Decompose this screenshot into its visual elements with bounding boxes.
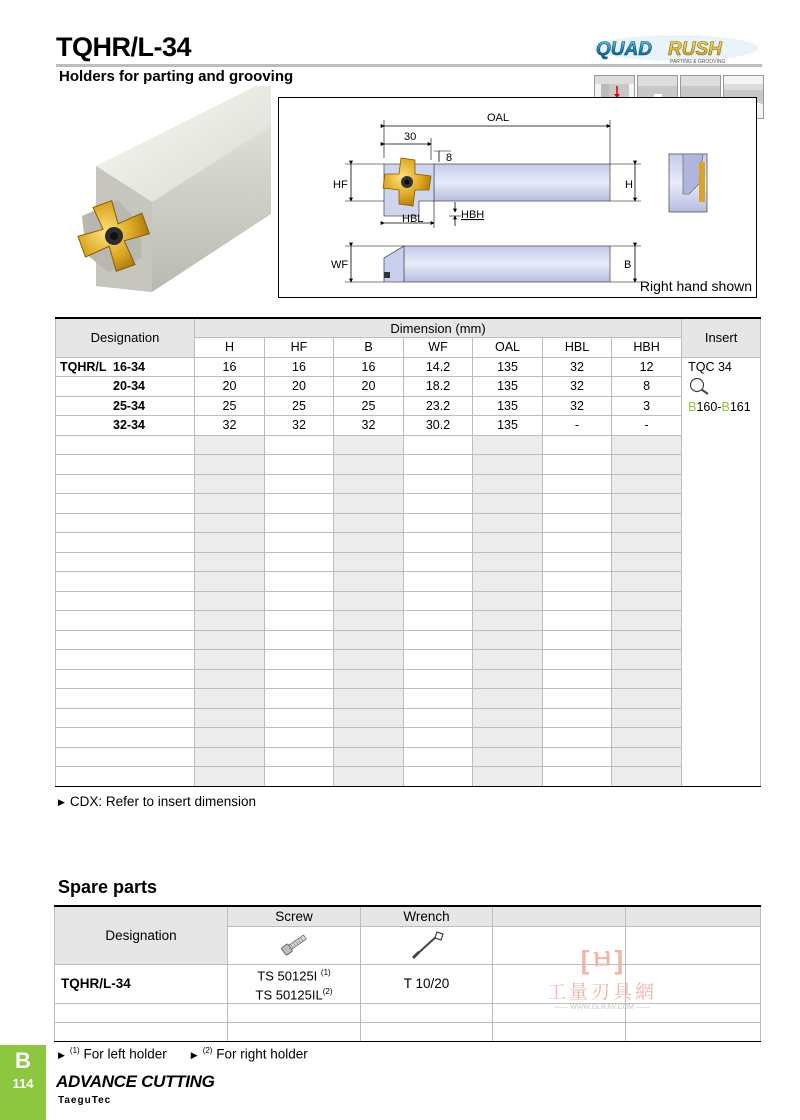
empty-row [56,513,761,533]
col-b: B [334,338,404,358]
cell: 18.2 [404,377,473,397]
empty-row [56,474,761,494]
page-title: TQHR/L-34 [56,32,192,62]
dimension-diagram [278,97,757,298]
cell: 3 [612,396,682,416]
svg-text:RUSH: RUSH [668,39,722,60]
wrench-header: Wrench [361,906,493,926]
col-hf: HF [265,338,334,358]
hbh-label: HBH [461,209,485,221]
empty-row [56,572,761,592]
col-wf: WF [404,338,473,358]
cell: 25 [195,396,265,416]
spare-parts-title: Spare parts [58,877,158,897]
empty-row [56,591,761,611]
len30-label: 30 [404,131,417,143]
cell: 32 [334,416,404,436]
cell: 32 [543,377,612,397]
cell: 25 [334,396,404,416]
col-h: H [195,338,265,358]
designation: 16-34 [113,359,145,374]
cell: - [543,416,612,436]
empty-row [56,630,761,650]
designation: 32-34 [113,418,145,433]
triangle-bullet-icon: ▶ [190,1049,198,1060]
right-hand-note: Right hand shown [639,278,752,294]
empty-row [56,650,761,670]
screw-codes: TS 50125I $^{(1)}$ TS 50125IL$^{(2)}$ [228,964,361,1004]
table-row [56,396,761,416]
empty-row [56,728,761,748]
wrench-code: T 10/20 [361,964,493,1004]
screw-icon [228,926,361,964]
empty-row [56,708,761,728]
cell: 16 [195,357,265,377]
empty-row [56,552,761,572]
col-oal: OAL [473,338,543,358]
insert-cell [682,357,761,786]
col-hbl: HBL [543,338,612,358]
h-label: H [625,179,633,191]
cell: 32 [543,357,612,377]
insert-page-ref[interactable]: B160-B161 [688,399,751,414]
cell: 23.2 [404,396,473,416]
wrench-icon [361,926,493,964]
quadrush-logo [592,33,760,65]
oal-label: OAL [487,112,510,124]
cell: 12 [612,357,682,377]
hf-label: HF [333,179,348,191]
cell: 25 [265,396,334,416]
page-subtitle: Holders for parting and grooving [59,68,294,85]
wf-label: WF [331,259,349,271]
empty-row [56,747,761,767]
empty-row [56,494,761,514]
dimension-table [55,317,761,787]
watermark: [ㅂ] 工量刃具網 —— WWW.GLRJW.COM —— [546,945,657,1011]
svg-text:PARTING & GROOVING: PARTING & GROOVING [670,59,726,65]
cell: 14.2 [404,357,473,377]
spare-designation: TQHR/L-34 [55,964,228,1004]
holder-photo [56,86,271,298]
cell: 135 [473,377,543,397]
b-label: B [624,259,632,271]
cell: 16 [265,357,334,377]
table-row [56,357,761,377]
brand-logo: ADVANCE CUTTING [56,1072,215,1091]
cell: 32 [195,416,265,436]
cell: 20 [334,377,404,397]
magnifier-icon[interactable] [688,377,760,398]
screw-header: Screw [228,906,361,926]
cell: 20 [265,377,334,397]
cell: 16 [334,357,404,377]
cell: 135 [473,416,543,436]
designation: 25-34 [113,398,145,413]
designation: 20-34 [113,379,145,394]
cell: 30.2 [404,416,473,436]
empty-row [56,689,761,709]
brand-sub: TaeguTec [58,1095,112,1106]
spare-footnotes [58,1046,308,1062]
col-hbh: HBH [612,338,682,358]
footnote-right: ▶ $^{(2)}$ For right holder [190,1046,308,1062]
empty-row [56,611,761,631]
empty-row [56,435,761,455]
section-letter: B [15,1048,31,1073]
page-tab [0,1045,46,1120]
empty-row [56,455,761,475]
empty-row [56,669,761,689]
spare-designation-header: Designation [55,906,228,964]
cell: 20 [195,377,265,397]
cdx-note: ▶ CDX: Refer to insert dimension [58,794,256,809]
cell: 135 [473,357,543,377]
footnote-left: ▶ $^{(1)}$ For left holder [58,1046,167,1062]
table-row [56,416,761,436]
table-row [56,377,761,397]
cell: - [612,416,682,436]
designation-prefix: TQHR/L [60,359,107,374]
triangle-bullet-icon: ▶ [58,1049,65,1060]
cell: 135 [473,396,543,416]
empty-row [56,533,761,553]
insert-name: TQC 34 [688,359,732,374]
empty-row [56,767,761,787]
cell: 32 [543,396,612,416]
len8-label: 8 [446,152,453,164]
insert-header: Insert [682,318,761,357]
triangle-bullet-icon: ▶ [58,797,65,807]
cell: 32 [265,416,334,436]
dimension-header: Dimension (mm) [195,318,682,338]
page-number: 114 [12,1076,34,1091]
svg-text:QUAD: QUAD [596,39,652,60]
designation-header: Designation [56,318,195,357]
hbl-label: HBL [402,213,424,225]
cell: 8 [612,377,682,397]
